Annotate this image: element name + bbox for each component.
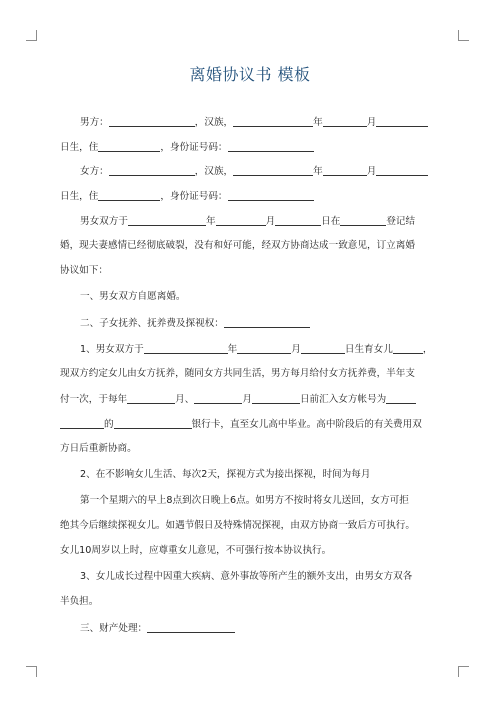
female-party-line: 女方： ，汉族， 年 月 xyxy=(80,164,440,179)
clause-2-heading: 二、子女抚养、抚养费及探视权： xyxy=(80,316,440,331)
female-id-blank[interactable] xyxy=(228,189,314,201)
clause-2-3-line-1: 3、女儿成长过程中因重大疾病、意外事故等所产生的额外支出，由男女方双各 xyxy=(80,571,413,582)
document-title: 离婚协议书 模板 xyxy=(189,65,311,84)
account-number-blank[interactable] xyxy=(386,392,416,404)
child-birth-day-blank[interactable] xyxy=(301,342,345,354)
clause-3-heading: 三、财产处理： xyxy=(80,621,440,636)
marriage-year-blank[interactable] xyxy=(128,214,206,226)
male-name-blank[interactable] xyxy=(109,115,195,127)
male-address-blank[interactable] xyxy=(98,140,160,152)
male-party-line: 男方： ，汉族， 年 月 xyxy=(80,115,440,130)
marriage-day-blank[interactable] xyxy=(275,214,321,226)
female-address-blank[interactable] xyxy=(98,189,160,201)
clause-2-2-line-3: 绝其今后继续探视女儿。如遇节假日及特殊情况探视，由双方协商一致后方可执行。 xyxy=(60,520,415,531)
male-birth-day-blank[interactable] xyxy=(376,115,428,127)
crop-mark-top-right xyxy=(458,30,469,41)
crop-mark-bottom-left xyxy=(26,666,37,677)
marriage-place-blank[interactable] xyxy=(340,214,386,226)
bank-name-blank[interactable] xyxy=(114,417,192,429)
intro-line-2: 婚，现夫妻感情已经彻底破裂，没有和好可能，经双方协商达成一致意见，订立离婚 xyxy=(60,240,415,251)
clause-2-1-line-1: 1、男女双方于 年 月 日生育女儿 ， xyxy=(80,344,433,355)
clause-2-2-line-4: 女儿10周岁以上时，应尊重女儿意见，不可强行按本协议执行。 xyxy=(60,545,332,556)
clause-2-1-line-5: 方日后重新协商。 xyxy=(60,443,137,454)
male-address-line: 日生，住 ，身份证号码： xyxy=(60,140,440,155)
clause-2-3-line-2: 半负担。 xyxy=(60,596,99,607)
crop-mark-top-left xyxy=(26,30,37,41)
child-name-blank[interactable] xyxy=(393,342,423,354)
male-id-blank[interactable] xyxy=(228,140,314,152)
custody-blank[interactable] xyxy=(224,316,310,328)
male-birth-month-blank[interactable] xyxy=(323,115,367,127)
child-birth-month-blank[interactable] xyxy=(237,342,291,354)
intro-line-1: 男女双方于 年 月 日在 登记结 xyxy=(80,216,416,227)
marriage-month-blank[interactable] xyxy=(216,214,266,226)
payment-day-blank[interactable] xyxy=(252,392,300,404)
clause-2-1-line-2: 现双方约定女儿由女方抚养，随同女方共同生活，男方每月给付女方抚养费，半年支 xyxy=(60,368,415,379)
female-address-line: 日生，住 ，身份证号码： xyxy=(60,189,440,204)
account-number-cont-blank[interactable] xyxy=(60,417,104,429)
clause-2-2-line-1: 2、在不影响女儿生活、每次2天，探视方式为接出探视，时间为每月 xyxy=(80,469,371,480)
intro-line-3: 协议如下： xyxy=(60,265,108,276)
clause-2-2-line-2: 第一个星期六的早上8点到次日晚上6点。如男方不按时将女儿送回，女方可拒 xyxy=(80,495,409,506)
clause-2-1-line-4: 的 银行卡，直至女儿高中毕业。高中阶段后的有关费用双 xyxy=(60,417,440,432)
payment-month-2-blank[interactable] xyxy=(194,392,242,404)
female-birth-month-blank[interactable] xyxy=(323,164,367,176)
clause-2-1-line-3: 付一次，于每年 月、 月 日前汇入女方帐号为 xyxy=(60,392,440,407)
female-birth-day-blank[interactable] xyxy=(376,164,428,176)
male-birth-year-blank[interactable] xyxy=(233,115,313,127)
child-birth-year-blank[interactable] xyxy=(144,342,228,354)
clause-1: 一、男女双方自愿离婚。 xyxy=(80,291,186,302)
crop-mark-bottom-right xyxy=(458,666,469,677)
property-blank[interactable] xyxy=(147,621,235,633)
female-name-blank[interactable] xyxy=(109,164,195,176)
payment-month-1-blank[interactable] xyxy=(127,392,175,404)
female-birth-year-blank[interactable] xyxy=(233,164,313,176)
